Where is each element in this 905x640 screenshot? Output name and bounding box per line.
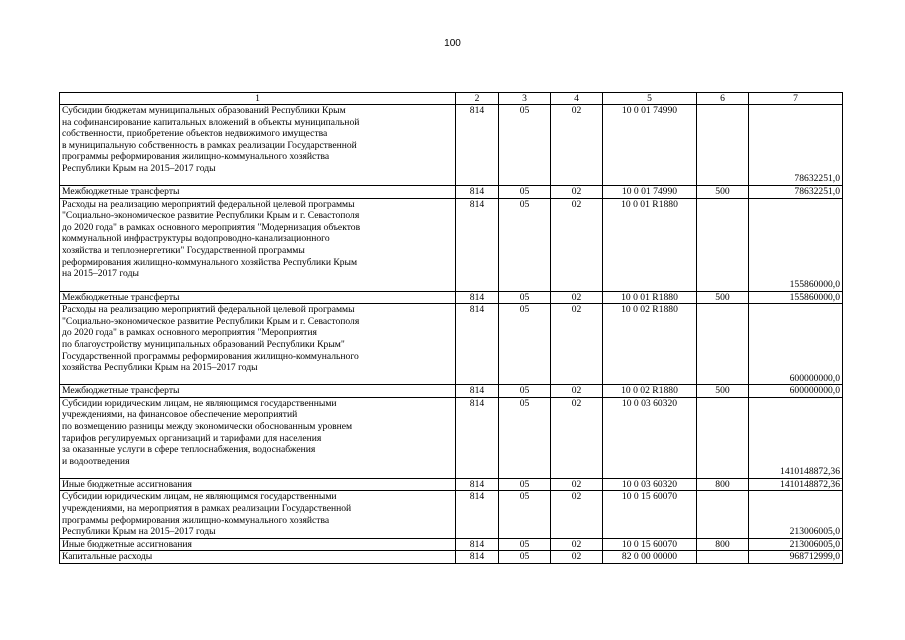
- row-target-code: 10 0 02 R1880: [603, 385, 697, 398]
- row-name: Субсидии юридическим лицам, не являющимся государственными учреждениями, на финансовое обеспечение мероприятий по возмещению разницы между экономически обоснованным уровнем тарифов регулируемых организаций и тарифами для населения за оказанные услуги в сфере теплоснабжения, водоснабжения и водоотведения: [60, 397, 456, 478]
- row-section-code: 05: [499, 397, 551, 478]
- row-ministry-code: 814: [456, 105, 499, 186]
- row-expense-type: [697, 105, 749, 186]
- row-target-code: 10 0 01 R1880: [603, 198, 697, 291]
- row-section-code: 05: [499, 551, 551, 564]
- row-expense-type: 800: [697, 538, 749, 551]
- row-expense-type: [697, 491, 749, 538]
- row-ministry-code: 814: [456, 186, 499, 199]
- row-target-code: 10 0 15 60070: [603, 491, 697, 538]
- row-subsection-code: 02: [551, 105, 603, 186]
- table-row: [60, 478, 843, 491]
- row-sum: 600000000,0: [749, 304, 843, 385]
- row-section-code: 05: [499, 105, 551, 186]
- table-row: [60, 291, 843, 304]
- row-subsection-code: 02: [551, 491, 603, 538]
- row-name: Иные бюджетные ассигнования: [60, 478, 456, 491]
- row-subsection-code: 02: [551, 551, 603, 564]
- row-subsection-code: 02: [551, 538, 603, 551]
- header-cell: 7: [749, 93, 843, 105]
- row-expense-type: [697, 198, 749, 291]
- row-ministry-code: 814: [456, 385, 499, 398]
- row-section-code: 05: [499, 198, 551, 291]
- row-ministry-code: 814: [456, 538, 499, 551]
- row-section-code: 05: [499, 186, 551, 199]
- row-name: Капитальные расходы: [60, 551, 456, 564]
- row-sum: 155860000,0: [749, 198, 843, 291]
- row-sum: 213006005,0: [749, 491, 843, 538]
- row-ministry-code: 814: [456, 397, 499, 478]
- row-sum: 155860000,0: [749, 291, 843, 304]
- row-name: Межбюджетные трансферты: [60, 385, 456, 398]
- header-row: [60, 93, 843, 105]
- row-expense-type: 800: [697, 478, 749, 491]
- row-name: Субсидии юридическим лицам, не являющимся государственными учреждениями, на мероприятия в рамках реализации Государственной программы реформирования жилищно-коммунального хозяйства Республики Крым на 2015–2017 годы: [60, 491, 456, 538]
- row-sum: 600000000,0: [749, 385, 843, 398]
- row-name: Расходы на реализацию мероприятий федеральной целевой программы "Социально-экономическое развитие Республики Крым и г. Севастополя до 2020 года" в рамках основного мероприятия "Модернизация объектов коммунальной инфраструктуры водопроводно-канализационного хозяйства и теплоэнергетики" Государственной программы реформирования жилищно-коммунального хозяйства Республики Крым на 2015–2017 годы: [60, 198, 456, 291]
- table-row: [60, 397, 843, 478]
- row-section-code: 05: [499, 491, 551, 538]
- row-section-code: 05: [499, 478, 551, 491]
- row-ministry-code: 814: [456, 551, 499, 564]
- row-expense-type: 500: [697, 186, 749, 199]
- row-subsection-code: 02: [551, 291, 603, 304]
- row-target-code: 10 0 01 74990: [603, 105, 697, 186]
- row-name: Межбюджетные трансферты: [60, 186, 456, 199]
- table-row: [60, 491, 843, 538]
- row-expense-type: [697, 304, 749, 385]
- row-expense-type: 500: [697, 291, 749, 304]
- row-subsection-code: 02: [551, 397, 603, 478]
- row-ministry-code: 814: [456, 304, 499, 385]
- row-subsection-code: 02: [551, 304, 603, 385]
- header-cell: 4: [551, 93, 603, 105]
- row-name: Иные бюджетные ассигнования: [60, 538, 456, 551]
- table-row: [60, 198, 843, 291]
- row-target-code: 10 0 02 R1880: [603, 304, 697, 385]
- row-target-code: 10 0 03 60320: [603, 478, 697, 491]
- table-row: [60, 304, 843, 385]
- header-cell: 6: [697, 93, 749, 105]
- row-subsection-code: 02: [551, 478, 603, 491]
- row-subsection-code: 02: [551, 385, 603, 398]
- row-expense-type: [697, 397, 749, 478]
- table-row: [60, 105, 843, 186]
- row-name: Расходы на реализацию мероприятий федеральной целевой программы "Социально-экономическое развитие Республики Крым и г. Севастополя до 2020 года" в рамках основного мероприятия "Мероприятия по благоустройству муниципальных образований Республики Крым" Государственной программы реформирования жилищно-коммунального хозяйства Республики Крым на 2015–2017 годы: [60, 304, 456, 385]
- row-name: Субсидии бюджетам муниципальных образований Республики Крым на софинансирование капитальных вложений в объекты муниципальной собственности, приобретение объектов недвижимого имущества в муниципальную собственность в рамках реализации Государственной программы реформирования жилищно-коммунального хозяйства Республики Крым на 2015–2017 годы: [60, 105, 456, 186]
- row-target-code: 10 0 01 R1880: [603, 291, 697, 304]
- row-ministry-code: 814: [456, 291, 499, 304]
- table-row: [60, 538, 843, 551]
- table-row: [60, 551, 843, 564]
- row-subsection-code: 02: [551, 198, 603, 291]
- row-expense-type: 500: [697, 385, 749, 398]
- row-expense-type: [697, 551, 749, 564]
- header-cell: 5: [603, 93, 697, 105]
- row-target-code: 10 0 03 60320: [603, 397, 697, 478]
- row-section-code: 05: [499, 538, 551, 551]
- row-section-code: 05: [499, 304, 551, 385]
- row-sum: 78632251,0: [749, 186, 843, 199]
- row-ministry-code: 814: [456, 491, 499, 538]
- header-cell: 2: [456, 93, 499, 105]
- header-cell: 1: [60, 93, 456, 105]
- row-subsection-code: 02: [551, 186, 603, 199]
- row-sum: 1410148872,36: [749, 397, 843, 478]
- budget-table: [59, 92, 843, 564]
- row-target-code: 10 0 15 60070: [603, 538, 697, 551]
- row-name: Межбюджетные трансферты: [60, 291, 456, 304]
- row-ministry-code: 814: [456, 198, 499, 291]
- row-ministry-code: 814: [456, 478, 499, 491]
- row-sum: 1410148872,36: [749, 478, 843, 491]
- row-target-code: 82 0 00 00000: [603, 551, 697, 564]
- table-row: [60, 186, 843, 199]
- row-section-code: 05: [499, 385, 551, 398]
- row-section-code: 05: [499, 291, 551, 304]
- table-row: [60, 385, 843, 398]
- row-sum: 213006005,0: [749, 538, 843, 551]
- row-target-code: 10 0 01 74990: [603, 186, 697, 199]
- row-sum: 78632251,0: [749, 105, 843, 186]
- header-cell: 3: [499, 93, 551, 105]
- row-sum: 968712999,0: [749, 551, 843, 564]
- page-number: 100: [444, 38, 461, 49]
